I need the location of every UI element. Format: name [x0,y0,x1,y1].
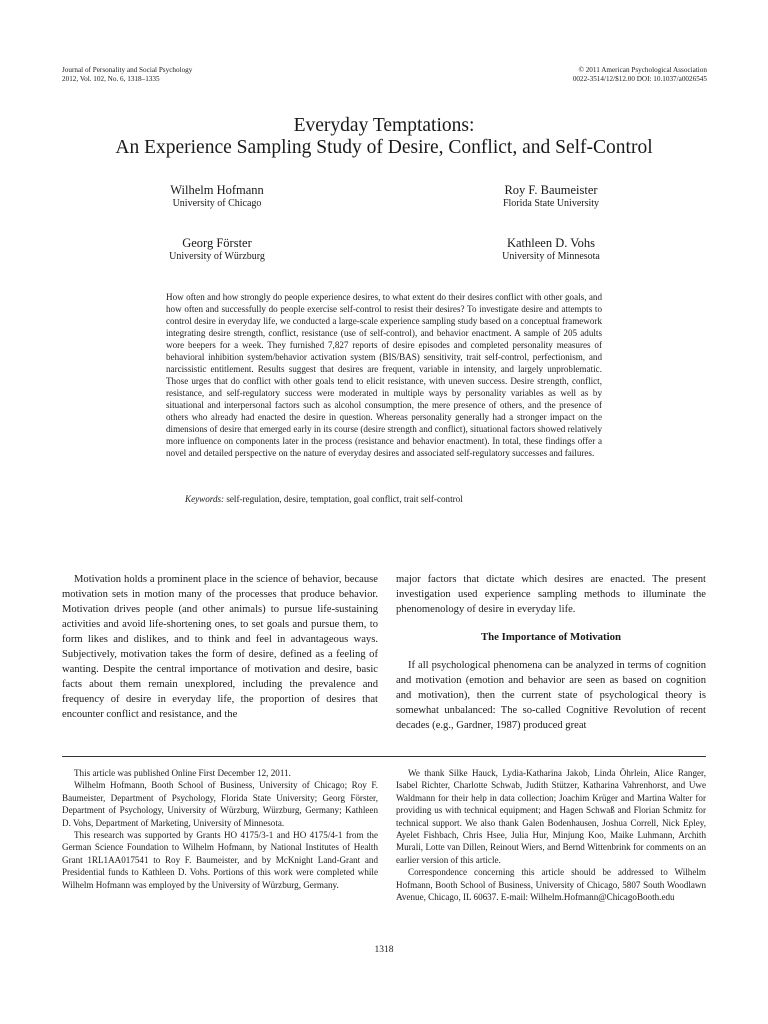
journal-citation [62,66,192,84]
keywords-text: self-regulation, desire, temptation, goal conflict, trait self-control [226,494,463,504]
author-block [441,236,661,263]
keywords-label: Keywords: [185,494,225,504]
author-name: Georg Förster [182,236,252,250]
author-name: Kathleen D. Vohs [506,236,596,250]
author-block [441,183,661,210]
journal-volume: 2012, Vol. 102, No. 6, 1318–1335 [62,75,160,83]
body-column-left [62,572,378,722]
article-title [0,115,768,159]
body-column-right [396,572,706,617]
author-name: Roy F. Baumeister [504,183,598,197]
author-affiliation: University of Würzburg [169,251,265,262]
page-number: 1318 [374,945,394,955]
keywords [185,493,605,505]
footnote: Correspondence concerning this article should be addressed to Wilhelm Hofmann, Booth School of Business, University of Chicago, 5807 South Woodlawn Avenue, Chicago, IL 60637. E-mail: Wilhelm.Hofmann@ChicagoBooth.edu [396,867,706,903]
journal-name: Journal of Personality and Social Psychology [62,66,193,74]
footnote: Wilhelm Hofmann, Booth School of Business, University of Chicago; Roy F. Baumeister, Department of Psychology, Florida State University; Georg Förster, Department of Psychology, University of Würzburg, Würzburg, Germany; Kathleen D. Vohs, Department of Marketing, University of Minnesota. [62,780,378,828]
author-affiliation: Florida State University [502,198,600,209]
section-heading: The Importance of Motivation [480,631,622,643]
copyright-block [573,66,707,84]
footnotes-left [62,767,378,891]
author-affiliation: University of Chicago [172,198,262,209]
body-paragraph: If all psychological phenomena can be analyzed in terms of cognition and motivation (emotion and behavior are seen as based on cognition and motivation), then the current state of psychological theory is somewhat unbalanced: The so-called Cognitive Revolution of recent decades (e.g., Gardner, 1987) produced great [396,660,706,731]
author-block [107,183,327,210]
footnotes-right [396,767,706,903]
author-name: Wilhelm Hofmann [170,183,264,197]
doi-line: 0022-3514/12/$12.00 DOI: 10.1037/a0026545 [572,75,707,83]
footnote: We thank Silke Hauck, Lydia-Katharina Jakob, Linda Öhrlein, Alice Ranger, Isabel Richter, Charlotte Schwab, Judith Stützer, Katharina Vahrenhorst, and Uwe Waldmann for their help in data collection; Joachim Krüger and Martina Walter for providing us with technical equipment; and Hagen Schwaß and Florian Schmitz for technical support. We also thank Galen Bodenhausen, Joshua Correll, Nick Epley, Ayelet Fishbach, Chris Hsee, Julia Hur, Minjung Koo, Maike Luhmann, Archith Murali, Lotte van Dillen, Reinout Wiers, and Bernd Wittenbrink for comments on an earlier version of this article. [396,768,706,865]
title-line-1: Everyday Temptations: [293,115,475,136]
abstract: How often and how strongly do people experience desires, to what extent do their desires conflict with other goals, and how often and successfully do people exercise self-control to resist their desires? To investigate desire and attempts to control desire in everyday life, we conducted a large-scale experience sampling study based on a conceptual framework integrating desire strength, conflict, resistance (use of self-control), and behavior enactment. A sample of 205 adults wore beepers for a week. They furnished 7,827 reports of desire episodes and completed personality measures of behavioral inhibition system/behavior activation system (BIS/BAS) sensitivity, trait self-control, perfectionism, and narcissistic entitlement. Results suggest that desires are frequent, variable in intensity, and largely unproblematic. Those urges that do conflict with other goals tend to elicit resistance, with uneven success. Desire strength, conflict, resistance, and self-regulatory success were moderated in multiple ways by personality variables as well as by situational and interpersonal factors such as alcohol consumption, the mere presence of others, and the presence of others who already had enacted the desire in question. Whereas personality generally had a stronger impact on the dimensions of desire that emerged early in its course (desire strength and conflict), situational factors showed relatively more influence on components later in the process (resistance and behavior enactment). In total, these findings offer a novel and detailed perspective on the nature of everyday desires and associated self-regulatory successes and failures. [166,292,602,458]
body-paragraph: major factors that dictate which desires are enacted. The present investigation used experience sampling methods to illuminate the phenomenology of desire in everyday life. [396,574,706,615]
footnote-divider [62,756,706,757]
title-line-2: An Experience Sampling Study of Desire, Conflict, and Self-Control [115,137,653,158]
body-paragraph: Motivation holds a prominent place in the science of behavior, because motivation sets in motion many of the processes that produce behavior. Motivation drives people (and other animals) to pursue life-sustaining activities and avoid life-shortening ones, to set goals and pursue them, to form likes and dislikes, and to think and feel in advantageous ways. Subjectively, motivation takes the form of desire, defined as a feeling of wanting. Despite the central importance of motivation and desire, basic facts about them remain unexplored, including the prevalence and frequency of desire in everyday life, the proportion of desires that encounter conflict and resistance, and the [62,574,378,720]
footnote: This article was published Online First December 12, 2011. [74,768,291,778]
copyright-notice: © 2011 American Psychological Association [578,66,707,74]
footnote: This research was supported by Grants HO 4175/3-1 and HO 4175/4-1 from the German Science Foundation to Wilhelm Hofmann, by National Institutes of Health Grant 1RL1AA017541 to Roy F. Baumeister, and by McKnight Land-Grant and Presidential funds to Kathleen D. Vohs. Portions of this work were completed while Wilhelm Hofmann was employed by the University of Würzburg, Germany. [62,830,378,890]
author-block [107,236,327,263]
body-column-right-continued [396,658,706,733]
author-affiliation: University of Minnesota [502,251,600,262]
